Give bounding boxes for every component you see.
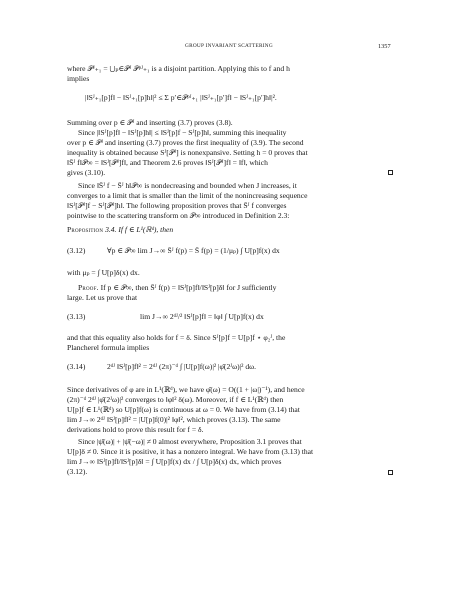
text-line: lim J→∞ ‖Sᴶ[p]f‖/‖Sᴶ[p]δ‖ = ∫ U[p]f(x) dx / ∫ U[p]δ(x) dx, which proves (67, 457, 282, 466)
equation-number: (3.13) (67, 312, 86, 321)
proposition-heading (67, 225, 395, 234)
text-line: ‖Sᴶ[𝒫ᴶ]f − Sᴶ[𝒫ᴶ]h‖. The following proposition proves that S̄ᴶ f converges (67, 201, 287, 210)
text-line: gives (3.10). (67, 168, 106, 177)
text-line: U[p]δ ≠ 0. Since it is positive, it has a nonzero integral. We have from (3.13) that (67, 447, 314, 456)
proof-text: If p ∈ 𝒫∞, then S̄ᴶ f(p) = ‖Sᴶ[p]f‖/‖Sᴶ[p]δ‖ for J sufficiently (100, 283, 277, 292)
proof-line (78, 283, 395, 292)
text-line: converges to a limit that is smaller than the limit of the nonincreasing sequence (67, 191, 308, 200)
qed-square (388, 470, 393, 475)
text-line: Since derivatives of φ are in L¹(ℝᵈ), we have φ̂(ω) = O((1 + |ω|)⁻¹), and hence (67, 385, 305, 394)
text-line: (2π)⁻ᵈ 2ᵈᴶ |φ̂(2ᴶω)|² converges to ‖φ‖² δ(ω). Moreover, if f ∈ L¹(ℝᵈ) then (67, 395, 284, 404)
text-line: large. Let us prove that (67, 293, 138, 302)
text-line: (3.12). (67, 467, 88, 476)
text-line: and that this equality also holds for f = δ. Since Sᴶ[p]f = U[p]f ⋆ φ₂ᴶ, the (67, 333, 286, 342)
text-line: pointwise to the scattering transform on 𝒫∞ introduced in Definition 2.3: (67, 211, 290, 220)
text-line: ‖S̄ᴶ f‖𝒫∞ = ‖Sᴶ[𝒫ᴶ]f‖, and Theorem 2.6 proves ‖Sᴶ[𝒫ᴶ]f‖ = ‖f‖, which (67, 158, 268, 167)
equation-unnumbered: |‖Sᴶ₊₁[p]f‖ − ‖Sᴶ₊₁[p]h‖|² ≤ Σ p′∈𝒫ᵖᴶ₊₁ |‖Sᴶ₊₁[p′]f‖ − ‖Sᴶ₊₁[p′]h‖|². (85, 93, 277, 102)
text-line: implies (67, 74, 90, 83)
text-line: inequality is obtained because Sᴶ[𝒫ᴶ] is nonexpansive. Setting h = 0 proves that (67, 148, 308, 157)
qed-square (388, 170, 393, 175)
proof-label: Proof. (78, 283, 99, 292)
text-line: Plancherel formula implies (67, 343, 150, 352)
text-line: Summing over p ∈ 𝒫ᴶ and inserting (3.7) proves (3.8). (67, 118, 233, 127)
proposition-label: Proposition (67, 225, 104, 234)
page-header (0, 43, 463, 53)
equation-number: (3.12) (67, 246, 86, 255)
text-line: with μₚ = ∫ U[p]δ(x) dx. (67, 268, 140, 277)
equation-3-13: lim J→∞ 2ᵈᴶ/² ‖Sᴶ[p]f‖ = ‖φ‖ ∫ U[p]f(x) dx (140, 312, 264, 321)
equation-3-14: 2ᵈᴶ ‖Sᴶ[p]f‖² = 2ᵈᴶ (2π)⁻ᵈ ∫ |U[p]f(ω)|² |φ̂(2ᴶω)|² dω. (107, 362, 257, 371)
text-line: Since |‖Sᴶ[p]f‖ − ‖Sᴶ[p]h‖| ≤ ‖Sᴶ[p]f − Sᴶ[p]h‖, summing this inequality (78, 128, 287, 137)
text-line: derivations hold to prove this result for f = δ. (67, 425, 204, 434)
text-line: where 𝒫ᴶ₊₁ = ⋃ₚ∈𝒫ᴶ 𝒫ᵖᴶ₊₁ is a disjoint partition. Applying this to f and h (67, 64, 290, 73)
text-line: lim J→∞ 2ᵈᴶ ‖Sᴶ[p]f‖² = |U[p]f(0)|² ‖φ‖², which proves (3.13). The same (67, 415, 281, 424)
equation-3-12: ∀p ∈ 𝒫∞ lim J→∞ S̄ᴶ f(p) = S̄ f(p) = (1/μₚ) ∫ U[p]f(x) dx (107, 246, 280, 255)
text-line: U[p]f ∈ L¹(ℝᵈ) so U[p]f(ω) is continuous at ω = 0. We have from (3.14) that (67, 405, 300, 414)
running-title: GROUP INVARIANT SCATTERING (185, 43, 273, 49)
proposition-statement: 3.4. If f ∈ L¹(ℝᵈ), then (105, 225, 174, 234)
equation-number: (3.14) (67, 362, 86, 371)
text-line: Since |ψ̂(ω)| + |ψ̂(−ω)| ≠ 0 almost everywhere, Proposition 3.1 proves that (78, 437, 302, 446)
text-line: Since ‖S̄ᴶ f − S̄ᴶ h‖𝒫∞ is nondecreasing and bounded when J increases, it (78, 181, 297, 190)
page-number: 1357 (378, 43, 391, 50)
text-line: over p ∈ 𝒫ᴶ and inserting (3.7) proves the first inequality of (3.9). The second (67, 138, 304, 147)
